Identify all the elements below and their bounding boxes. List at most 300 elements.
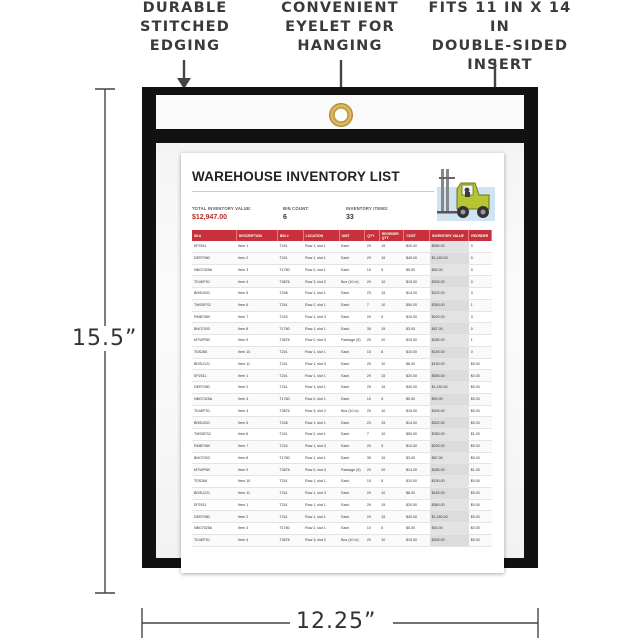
table-cell: 0: [469, 264, 492, 276]
stat-total-value: [192, 206, 252, 221]
table-cell: $160.00: [430, 358, 469, 370]
table-cell: 10: [365, 523, 379, 535]
table-cell: 20: [379, 464, 404, 476]
table-cell: BDSU121: [192, 358, 236, 370]
table-cell: $14.00: [404, 464, 430, 476]
callout-insert-line-2: DOUBLE-SIDED: [431, 38, 569, 54]
table-cell: 10: [365, 264, 379, 276]
table-cell: Each: [339, 252, 365, 264]
table-cell: T243: [277, 311, 303, 323]
table-cell: Row 2, slot 1: [303, 299, 339, 311]
table-cell: 1: [469, 335, 492, 347]
table-cell: $0.00: [469, 499, 492, 511]
table-cell: $10.00: [404, 311, 430, 323]
column-header: REORDER QTY: [379, 230, 404, 241]
table-cell: T248: [277, 417, 303, 429]
table-cell: RMB7080: [192, 440, 236, 452]
table-cell: 29: [365, 252, 379, 264]
table-cell: Item 10: [236, 476, 277, 488]
table-cell: 10: [379, 534, 404, 546]
table-cell: $20.00: [404, 499, 430, 511]
table-row: [192, 241, 492, 252]
table-cell: Each: [339, 288, 365, 300]
table-cell: $0.00: [469, 534, 492, 546]
table-row: [192, 429, 492, 441]
forklift-icon: [435, 165, 497, 223]
table-cell: DER7080: [192, 511, 236, 523]
column-header: UNIT: [339, 230, 365, 241]
table-cell: Item 4: [236, 534, 277, 546]
table-cell: 35: [365, 452, 379, 464]
stat-label: TOTAL INVENTORY VALUE:: [192, 206, 252, 211]
table-cell: $40.00: [404, 382, 430, 394]
table-cell: BNO7003: [192, 323, 236, 335]
table-row: [192, 299, 492, 311]
table-cell: Item 4: [236, 276, 277, 288]
table-cell: 15: [379, 323, 404, 335]
table-cell: $0.00: [469, 440, 492, 452]
table-cell: Each: [339, 393, 365, 405]
table-cell: $15.00: [404, 276, 430, 288]
table-cell: Item 7: [236, 440, 277, 452]
callout-edging-line-1: DURABLE: [142, 0, 228, 16]
column-header: DESCRIPTION: [236, 230, 277, 241]
stitched-edge-left: [142, 87, 156, 568]
table-row: [192, 370, 492, 382]
table-cell: Package (5): [339, 464, 365, 476]
table-cell: $40.00: [404, 511, 430, 523]
table-cell: $0.00: [469, 523, 492, 535]
table-cell: $200.00: [430, 440, 469, 452]
table-cell: MTWPSB: [192, 464, 236, 476]
table-cell: 15: [379, 417, 404, 429]
table-cell: Row 1, slot 3: [303, 487, 339, 499]
table-cell: T1780: [277, 264, 303, 276]
table-cell: Each: [339, 440, 365, 452]
column-header: INVENTORY VALUE: [430, 230, 469, 241]
table-cell: 29: [365, 511, 379, 523]
table-cell: RMB7080: [192, 311, 236, 323]
table-cell: $50.00: [430, 393, 469, 405]
table-cell: $1.00: [469, 464, 492, 476]
table-cell: 10: [379, 358, 404, 370]
table-cell: NBO7025A: [192, 264, 236, 276]
table-row: [192, 346, 492, 358]
table-cell: T3876: [277, 335, 303, 347]
table-cell: T3876: [277, 276, 303, 288]
table-cell: $10.00: [404, 346, 430, 358]
table-cell: 0: [469, 252, 492, 264]
table-cell: 15: [365, 346, 379, 358]
table-cell: $50.00: [404, 299, 430, 311]
table-cell: $15.00: [404, 405, 430, 417]
table-cell: Item 3: [236, 264, 277, 276]
table-cell: 20: [365, 311, 379, 323]
table-cell: T241: [277, 358, 303, 370]
stat-value: 33: [346, 214, 354, 221]
table-cell: Item 8: [236, 323, 277, 335]
table-cell: 10: [365, 393, 379, 405]
table-cell: Item 7: [236, 311, 277, 323]
table-cell: Item 2: [236, 511, 277, 523]
table-cell: Box (10 ct): [339, 405, 365, 417]
table-cell: Each: [339, 241, 365, 252]
table-cell: $0.00: [469, 452, 492, 464]
table-cell: 20: [365, 358, 379, 370]
table-cell: $10.00: [404, 476, 430, 488]
table-cell: TDS266: [192, 346, 236, 358]
table-row: [192, 476, 492, 488]
table-cell: 0: [469, 276, 492, 288]
table-cell: Row 3, slot 2: [303, 405, 339, 417]
table-cell: MTWPSB: [192, 335, 236, 347]
stat-label: INVENTORY ITEMS:: [346, 206, 389, 211]
table-cell: Row 1, slot 1: [303, 476, 339, 488]
callout-eyelet-line-3: HANGING: [297, 38, 383, 54]
table-cell: $8.00: [404, 487, 430, 499]
table-cell: $5.00: [404, 264, 430, 276]
table-cell: 10: [379, 276, 404, 288]
table-cell: Row 1, slot 3: [303, 440, 339, 452]
table-cell: Item 2: [236, 252, 277, 264]
table-cell: $300.00: [430, 276, 469, 288]
table-cell: Item 11: [236, 358, 277, 370]
table-cell: 5: [379, 311, 404, 323]
table-row: [192, 499, 492, 511]
table-cell: 20: [365, 405, 379, 417]
table-row: [192, 464, 492, 476]
callout-eyelet-line-1: CONVENIENT: [281, 0, 399, 16]
table-cell: $0.00: [469, 382, 492, 394]
table-cell: Each: [339, 452, 365, 464]
table-cell: Row 1, slot 3: [303, 311, 339, 323]
height-dimension-label: 15.5”: [72, 326, 138, 351]
table-cell: Item 9: [236, 335, 277, 347]
table-cell: Each: [339, 487, 365, 499]
table-cell: NBO7025A: [192, 393, 236, 405]
table-cell: $0.00: [469, 358, 492, 370]
width-dimension-label: 12.25”: [296, 609, 377, 634]
table-cell: $0.00: [469, 511, 492, 523]
table-cell: TD4KPS1: [192, 534, 236, 546]
table-cell: Each: [339, 382, 365, 394]
table-cell: Item 3: [236, 393, 277, 405]
table-cell: Row 1, slot 1: [303, 452, 339, 464]
table-cell: TD4KPS1: [192, 405, 236, 417]
table-cell: $1,160.00: [430, 382, 469, 394]
table-cell: 10: [379, 487, 404, 499]
table-cell: 8: [379, 476, 404, 488]
table-cell: $0.00: [469, 487, 492, 499]
brass-eyelet-icon: [329, 103, 353, 127]
table-cell: Item 5: [236, 417, 277, 429]
table-cell: T3876: [277, 405, 303, 417]
table-cell: NBO7025A: [192, 523, 236, 535]
table-row: [192, 534, 492, 546]
table-cell: BNSU001: [192, 288, 236, 300]
callout-eyelet-line-2: EYELET FOR: [285, 19, 395, 35]
table-cell: T241: [277, 476, 303, 488]
table-cell: $14.00: [404, 288, 430, 300]
table-cell: $322.00: [430, 417, 469, 429]
table-cell: 15: [379, 288, 404, 300]
table-cell: EP2011: [192, 241, 236, 252]
table-cell: Row 1, slot 1: [303, 323, 339, 335]
table-row: [192, 405, 492, 417]
callout-edging-line-3: EDGING: [149, 38, 221, 54]
table-cell: 29: [365, 499, 379, 511]
table-cell: $10.00: [404, 440, 430, 452]
table-cell: Row 2, slot 1: [303, 393, 339, 405]
table-cell: $280.00: [430, 464, 469, 476]
table-row: [192, 252, 492, 264]
table-cell: Row 1, slot 1: [303, 382, 339, 394]
table-row: [192, 288, 492, 300]
stat-value: $12,947.00: [192, 214, 228, 221]
table-cell: 8: [379, 346, 404, 358]
table-cell: 20: [379, 335, 404, 347]
table-cell: $20.00: [404, 241, 430, 252]
table-cell: 15: [379, 499, 404, 511]
table-header-row: [192, 230, 492, 241]
table-cell: T241: [277, 241, 303, 252]
callout-insert-line-3: INSERT: [467, 57, 533, 73]
table-cell: $300.00: [430, 534, 469, 546]
table-cell: Each: [339, 511, 365, 523]
table-cell: 0: [469, 323, 492, 335]
table-cell: $15.00: [404, 534, 430, 546]
table-cell: $3.00: [404, 323, 430, 335]
table-cell: Item 5: [236, 288, 277, 300]
table-cell: DER7080: [192, 252, 236, 264]
stat-value: 6: [283, 214, 287, 221]
column-header: QTY: [365, 230, 379, 241]
table-body: [192, 241, 492, 546]
table-cell: 20: [365, 464, 379, 476]
table-cell: 10: [379, 429, 404, 441]
table-cell: Row 1, slot 1: [303, 499, 339, 511]
table-cell: T241: [277, 511, 303, 523]
table-cell: T241: [277, 370, 303, 382]
table-cell: Row 1, slot 1: [303, 417, 339, 429]
table-row: [192, 323, 492, 335]
table-cell: 5: [379, 393, 404, 405]
title-divider: [192, 191, 434, 192]
table-cell: 1: [469, 299, 492, 311]
table-cell: $0.00: [469, 370, 492, 382]
table-row: [192, 440, 492, 452]
stitched-edge-right: [524, 87, 538, 568]
table-cell: T241: [277, 499, 303, 511]
table-cell: T241: [277, 382, 303, 394]
table-cell: 29: [365, 241, 379, 252]
table-cell: 10: [379, 405, 404, 417]
table-cell: 7: [365, 299, 379, 311]
table-cell: TMSDFS2: [192, 429, 236, 441]
table-cell: 0: [469, 311, 492, 323]
table-cell: Row 3, slot 2: [303, 534, 339, 546]
table-cell: $8.00: [404, 358, 430, 370]
stitched-edge-top: [142, 87, 538, 95]
table-cell: T241: [277, 429, 303, 441]
table-cell: 20: [365, 534, 379, 546]
table-cell: 15: [379, 382, 404, 394]
table-cell: $350.00: [430, 429, 469, 441]
table-cell: Each: [339, 346, 365, 358]
table-cell: Row 3, slot 2: [303, 276, 339, 288]
table-cell: Item 2: [236, 382, 277, 394]
table-cell: Row 2, slot 3: [303, 335, 339, 347]
table-cell: T241: [277, 299, 303, 311]
callout-edging-line-2: STITCHED: [140, 19, 230, 35]
table-cell: 15: [379, 370, 404, 382]
table-cell: Item 1: [236, 370, 277, 382]
table-row: [192, 452, 492, 464]
sheet-title: WAREHOUSE INVENTORY LIST: [192, 169, 400, 184]
table-cell: 5: [379, 264, 404, 276]
table-cell: T1780: [277, 452, 303, 464]
table-row: [192, 393, 492, 405]
table-cell: T1780: [277, 393, 303, 405]
table-cell: T3876: [277, 464, 303, 476]
table-cell: Box (10 ct): [339, 276, 365, 288]
table-row: [192, 511, 492, 523]
table-cell: 29: [365, 370, 379, 382]
table-cell: 35: [365, 323, 379, 335]
table-cell: $87.00: [430, 323, 469, 335]
table-cell: Row 1, slot 1: [303, 241, 339, 252]
table-cell: $580.00: [430, 241, 469, 252]
table-cell: $50.00: [404, 429, 430, 441]
table-cell: TD4KPS1: [192, 276, 236, 288]
table-cell: $280.00: [430, 335, 469, 347]
stat-bin-count: [283, 206, 309, 221]
table-cell: $1,160.00: [430, 511, 469, 523]
table-cell: Row 2, slot 1: [303, 429, 339, 441]
table-cell: 23: [365, 288, 379, 300]
table-cell: 15: [379, 241, 404, 252]
table-cell: $5.00: [404, 393, 430, 405]
table-cell: Each: [339, 323, 365, 335]
table-cell: Row 1, slot 1: [303, 288, 339, 300]
table-row: [192, 311, 492, 323]
table-cell: Row 1, slot 3: [303, 358, 339, 370]
table-cell: Each: [339, 264, 365, 276]
column-header: BIN #: [277, 230, 303, 241]
table-cell: T243: [277, 440, 303, 452]
table-cell: Each: [339, 370, 365, 382]
table-cell: Item 4: [236, 405, 277, 417]
table-cell: 0: [469, 346, 492, 358]
table-cell: T241: [277, 346, 303, 358]
table-cell: Item 1: [236, 499, 277, 511]
table-cell: Each: [339, 417, 365, 429]
table-cell: Item 6: [236, 299, 277, 311]
table-cell: Each: [339, 499, 365, 511]
table-cell: 5: [379, 440, 404, 452]
table-cell: 23: [365, 417, 379, 429]
column-header: COST: [404, 230, 430, 241]
table-cell: $160.00: [430, 487, 469, 499]
table-cell: Each: [339, 311, 365, 323]
table-cell: Item 1: [236, 241, 277, 252]
column-header: SKU: [192, 230, 236, 241]
table-cell: T3876: [277, 534, 303, 546]
table-cell: 10: [379, 299, 404, 311]
table-cell: $0.00: [469, 476, 492, 488]
table-cell: T241: [277, 252, 303, 264]
table-cell: $0.00: [469, 417, 492, 429]
table-cell: $1.00: [469, 429, 492, 441]
table-cell: $3.00: [404, 452, 430, 464]
table-row: [192, 523, 492, 535]
table-row: [192, 335, 492, 347]
table-cell: 7: [365, 429, 379, 441]
table-cell: T1780: [277, 523, 303, 535]
table-cell: 0: [469, 288, 492, 300]
table-row: [192, 487, 492, 499]
table-cell: Item 10: [236, 346, 277, 358]
table-row: [192, 276, 492, 288]
table-cell: $322.00: [430, 288, 469, 300]
inventory-sheet: [181, 153, 504, 573]
stat-label: BIN COUNT:: [283, 206, 310, 211]
table-cell: Row 2, slot 3: [303, 464, 339, 476]
table-cell: $40.00: [404, 252, 430, 264]
table-cell: Row 1, slot 1: [303, 370, 339, 382]
table-cell: Each: [339, 429, 365, 441]
stitched-edge-divider: [142, 129, 538, 143]
table-cell: Item 9: [236, 464, 277, 476]
table-cell: 20: [365, 276, 379, 288]
table-row: [192, 358, 492, 370]
table-cell: $350.00: [430, 299, 469, 311]
table-cell: $300.00: [430, 405, 469, 417]
table-cell: 15: [379, 452, 404, 464]
table-cell: T248: [277, 288, 303, 300]
table-cell: Row 1, slot 1: [303, 511, 339, 523]
table-cell: $87.00: [430, 452, 469, 464]
table-cell: TMSDFS2: [192, 299, 236, 311]
table-cell: $50.00: [430, 264, 469, 276]
table-cell: 20: [365, 335, 379, 347]
table-cell: $15.00: [404, 335, 430, 347]
table-cell: Item 8: [236, 452, 277, 464]
table-cell: 0: [469, 241, 492, 252]
table-cell: DER7080: [192, 382, 236, 394]
table-cell: T1780: [277, 323, 303, 335]
table-cell: Item 11: [236, 487, 277, 499]
stat-inventory-items: [346, 206, 389, 221]
table-cell: Row 1, slot 1: [303, 252, 339, 264]
table-cell: Each: [339, 358, 365, 370]
table-cell: Item 3: [236, 523, 277, 535]
table-cell: 15: [365, 476, 379, 488]
table-cell: Row 2, slot 1: [303, 264, 339, 276]
table-cell: $200.00: [430, 311, 469, 323]
table-cell: BDSU121: [192, 487, 236, 499]
table-cell: $580.00: [430, 370, 469, 382]
table-cell: Each: [339, 299, 365, 311]
table-cell: $150.00: [430, 476, 469, 488]
table-cell: $580.00: [430, 499, 469, 511]
table-cell: EP2011: [192, 499, 236, 511]
table-cell: Row 2, slot 1: [303, 523, 339, 535]
table-cell: Item 6: [236, 429, 277, 441]
table-cell: $1,160.00: [430, 252, 469, 264]
table-cell: $0.00: [469, 393, 492, 405]
table-cell: $50.00: [430, 523, 469, 535]
